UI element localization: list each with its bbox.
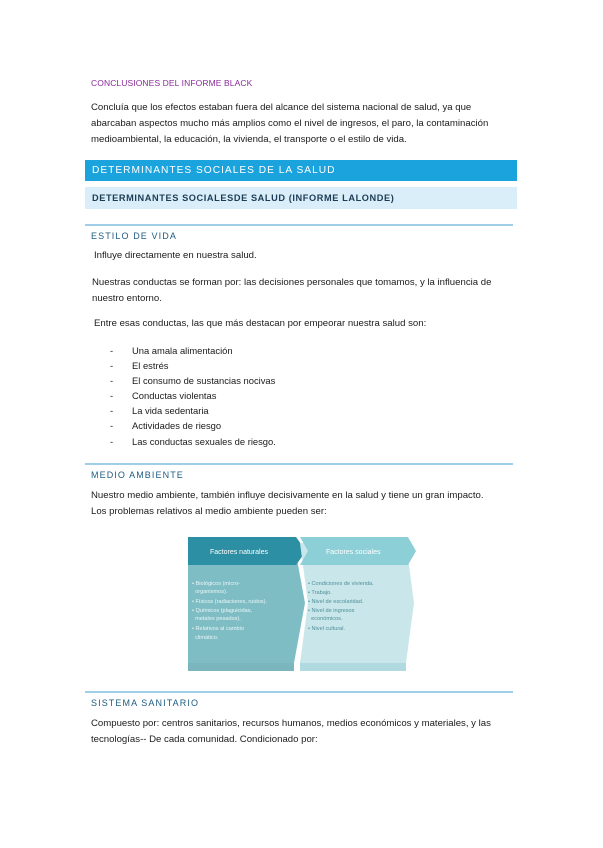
bullet-dash: -: [110, 435, 114, 447]
factores-naturales-base: [188, 663, 294, 671]
conductas-list: [110, 343, 276, 449]
list-item: [110, 358, 276, 373]
paragraph-line: abarcaban aspectos mucho más amplios como el nivel de ingresos, el paro, la contaminación: [91, 118, 489, 130]
bullet-dash: -: [110, 375, 114, 387]
list-item: [110, 418, 276, 433]
paragraph-line: Compuesto por: centros sanitarios, recursos humanos, medios económicos y materiales, y las: [91, 718, 491, 729]
section-divider: [85, 224, 513, 226]
medio-ambiente-heading: MEDIO AMBIENTE: [91, 470, 184, 480]
section-divider: [85, 691, 513, 693]
bullet-dash: -: [110, 390, 114, 402]
paragraph-line: nuestro entorno.: [92, 293, 162, 305]
list-item: [110, 388, 276, 403]
list-item-text: Actividades de riesgo: [132, 420, 222, 432]
factores-figure: [184, 533, 417, 674]
sistema-sanitario-heading: SISTEMA SANITARIO: [91, 698, 200, 708]
list-item-text: El estrés: [132, 360, 169, 372]
figure-list-line: • Trabajo.: [308, 590, 332, 596]
black-report-paragraph: [91, 100, 521, 149]
figure-list-line: organismos).: [192, 589, 228, 595]
list-item: [110, 373, 276, 388]
figure-list-line: • Relativos al cambio: [192, 626, 245, 632]
list-item-text: La vida sedentaria: [132, 405, 209, 417]
paragraph-line: Nuestras conductas se forman por: las decisiones personales que tomamos, y la influencia de: [92, 277, 492, 288]
figure-list-line: • Físicos (radiaciones, ruidos).: [192, 599, 268, 605]
list-item: [110, 434, 276, 449]
figure-list-line: • Biológicos (micro-: [192, 581, 240, 587]
list-item-text: Conductas violentas: [132, 390, 217, 402]
list-item: [110, 403, 276, 418]
factores-sociales-base: [300, 663, 406, 671]
paragraph-line: Concluía que los efectos estaban fuera del alcance del sistema nacional de salud, ya que: [91, 102, 472, 113]
paragraph-line: medioambiental, la educación, la vivienda, el transporte o el estilo de vida.: [91, 134, 407, 146]
medio-ambiente-paragraph: [91, 488, 516, 520]
figure-list-line: económicos.: [308, 616, 343, 622]
section-divider: [85, 463, 513, 465]
estilo-paragraph-3: Entre esas conductas, las que más destacan por empeorar nuestra salud son:: [94, 318, 427, 329]
figure-list-line: • Nivel de ingresos: [308, 608, 355, 614]
bullet-dash: -: [110, 405, 114, 417]
estilo-paragraph-1: Influye directamente en nuestra salud.: [94, 250, 257, 261]
sistema-sanitario-paragraph: [91, 716, 516, 748]
paragraph-line: Los problemas relativos al medio ambiente pueden ser:: [91, 506, 327, 518]
figure-list-line: climático.: [192, 635, 219, 641]
figure-list-line: • Condiciones de vivienda.: [308, 581, 374, 587]
list-item: [110, 343, 276, 358]
subsection-band-lalonde: DETERMINANTES SOCIALESDE SALUD (INFORME LALONDE): [85, 187, 517, 209]
black-report-heading: CONCLUSIONES DEL INFORME BLACK: [91, 78, 253, 88]
factores-naturales-title: Factores naturales: [210, 549, 268, 556]
estilo-paragraph-2: [92, 275, 517, 307]
bullet-dash: -: [110, 345, 114, 356]
figure-list-line: metales pesados).: [192, 616, 241, 622]
list-item-text: Una amala alimentación: [132, 345, 233, 356]
figure-list-line: • Químicos (plaguicidas,: [192, 608, 253, 614]
bullet-dash: -: [110, 420, 114, 432]
paragraph-line: tecnologías-- De cada comunidad. Condicionado por:: [91, 734, 318, 746]
bullet-dash: -: [110, 360, 114, 372]
list-item-text: El consumo de sustancias nocivas: [132, 375, 276, 387]
paragraph-line: Nuestro medio ambiente, también influye decisivamente en la salud y tiene un gran impacto.: [91, 490, 484, 501]
figure-list-line: • Nivel de escolaridad.: [308, 599, 364, 605]
figure-list-line: • Nivel cultural.: [308, 626, 346, 632]
estilo-de-vida-heading: ESTILO DE VIDA: [91, 231, 177, 241]
factores-sociales-title: Factores sociales: [326, 549, 381, 556]
list-item-text: Las conductas sexuales de riesgo.: [132, 435, 276, 447]
section-band-determinantes: DETERMINANTES SOCIALES DE LA SALUD: [85, 160, 517, 181]
